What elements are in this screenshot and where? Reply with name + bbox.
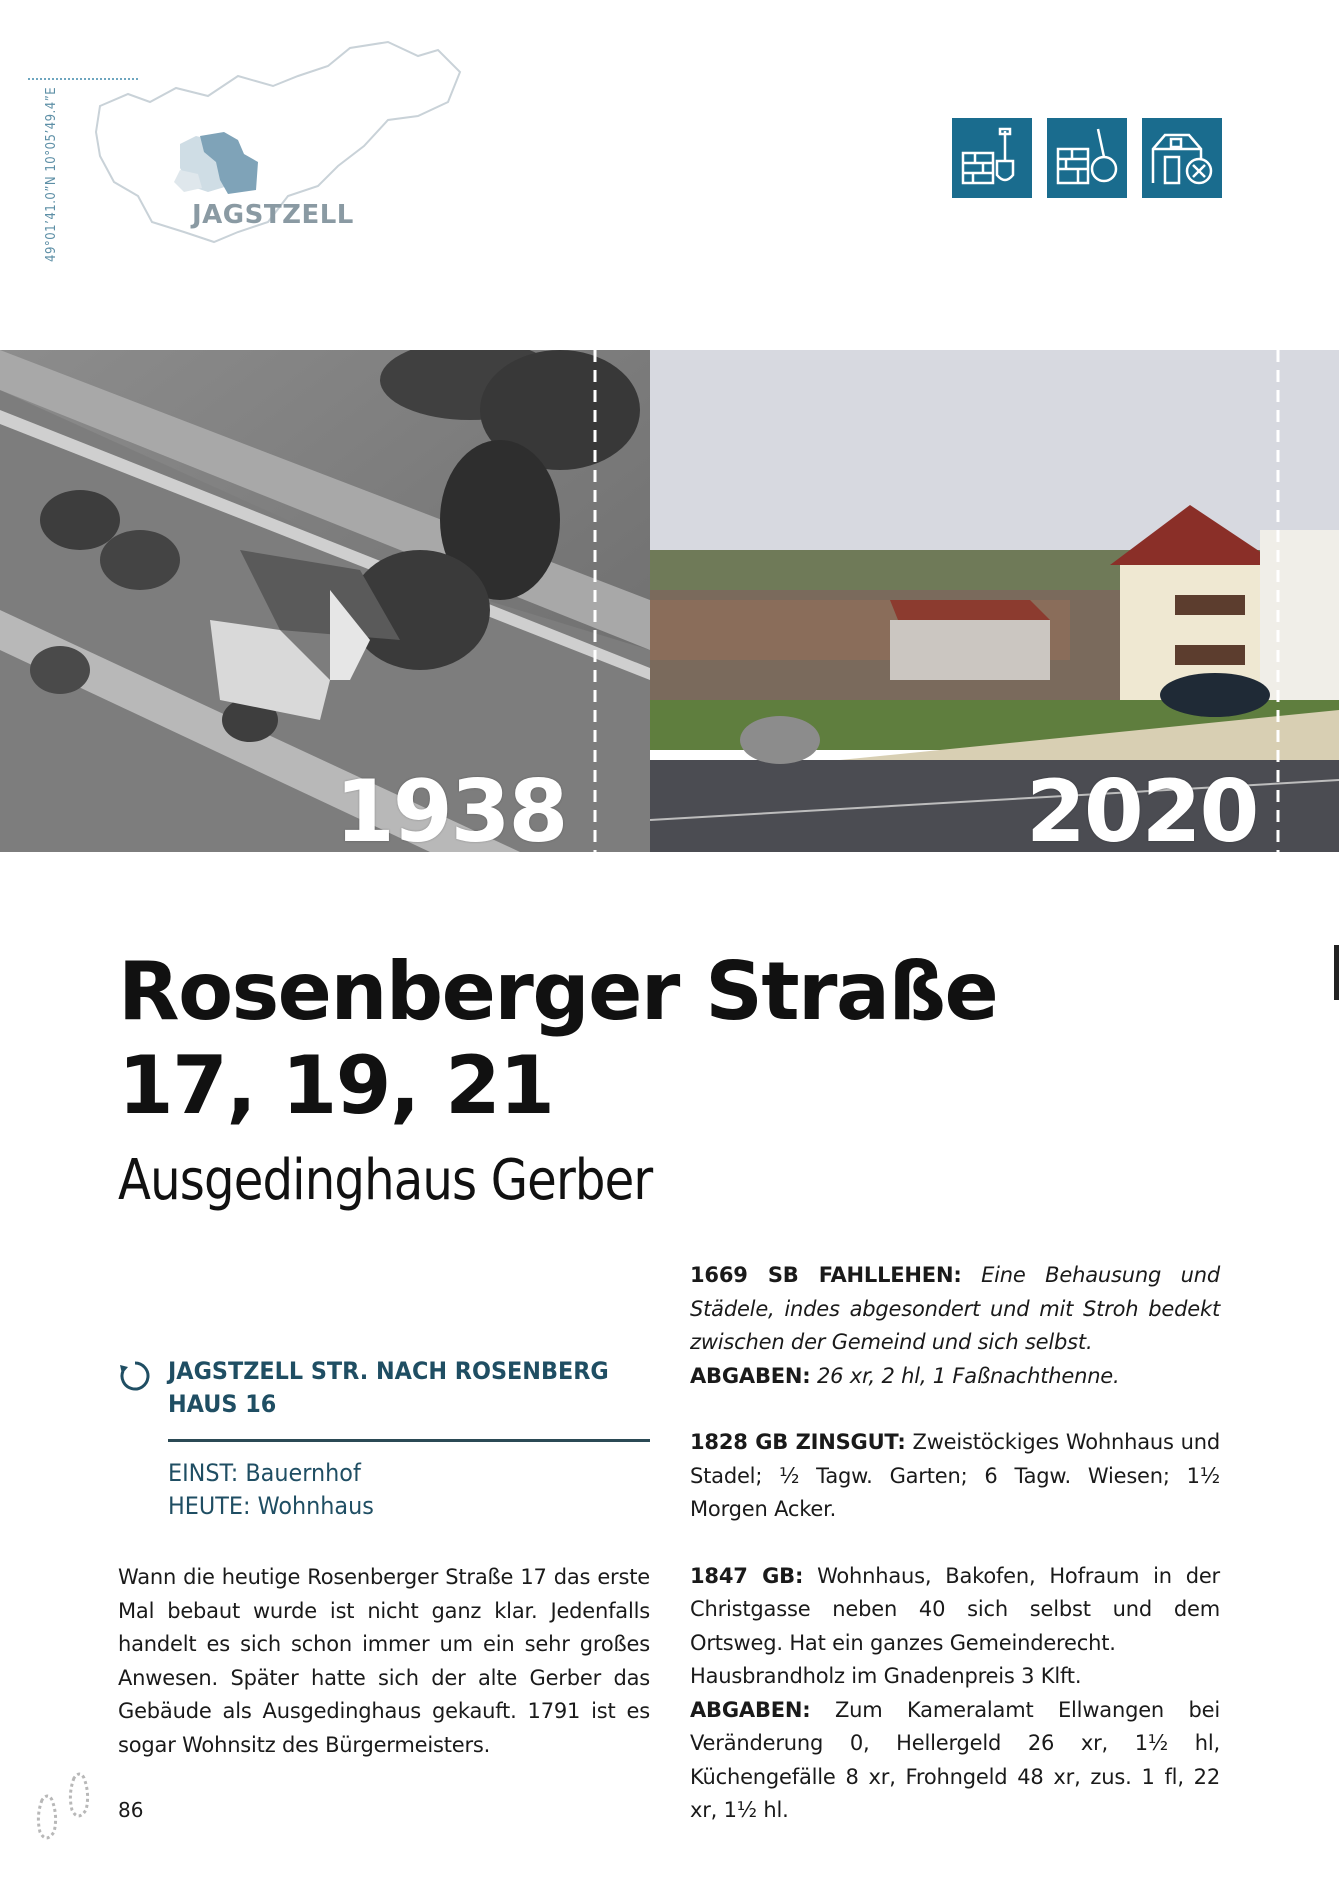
record-1847-label: 1847 GB:	[690, 1563, 804, 1588]
district-map-icon	[88, 36, 468, 276]
info-heading-line-1: JAGSTZELL STR. NACH ROSENBERG	[168, 1357, 609, 1385]
photo-2020	[650, 350, 1339, 852]
record-1828	[690, 1426, 1220, 1527]
coordinates-label: 49°01’41.0”N 10°05’49.4”E	[44, 86, 59, 262]
map-label: JAGSTZELL	[192, 200, 354, 230]
record-1828-label: 1828 GB ZINSGUT:	[690, 1430, 906, 1454]
body-paragraph: Wann die heutige Rosenberger Straße 17 das erste Mal bebaut wurde ist nicht ganz klar. Jedenfalls handelt es sich schon immer um ein sehr großes Anwesen. Später hatte sich der alte Gerber das Gebäude als Ausgedinghaus gekauft. 1791 ist es sogar Wohnsitz des Bürgermeisters.	[118, 1565, 650, 1757]
records-column	[690, 1259, 1220, 1828]
footprints-icon	[28, 1772, 104, 1848]
title-line-2: 17, 19, 21	[118, 1039, 554, 1132]
category-icons	[952, 118, 1222, 198]
edge-mark	[1334, 945, 1339, 1000]
title-line-1: Rosenberger Straße	[118, 945, 998, 1038]
record-1847-line-2: Hausbrandholz im Gnadenpreis 3 Klft.	[690, 1664, 1082, 1688]
record-1669	[690, 1259, 1220, 1393]
record-1847	[690, 1560, 1220, 1828]
refresh-icon	[118, 1359, 152, 1393]
record-1669-abgaben-text: 26 xr, 2 hl, 1 Faßnachthenne.	[816, 1363, 1120, 1388]
photo-1938	[0, 350, 650, 852]
page-title	[118, 945, 1218, 1133]
brick-shovel-icon	[952, 118, 1032, 198]
record-1847-abgaben-text: Zum Kameralamt Ellwangen bei Veränderung 0, Hellergeld 26 xr, 1½ hl, Küchengefälle 8 xr, Frohngeld 48 xr, zus. 1 fl, 22 xr, 1½ hl.	[690, 1697, 1220, 1822]
record-1669-abgaben-label: ABGABEN:	[690, 1363, 811, 1388]
record-1669-label: 1669 SB FAHLLEHEN:	[690, 1263, 962, 1287]
year-label-new: 2020	[1026, 762, 1258, 852]
page-number: 86	[118, 1798, 144, 1822]
divider	[168, 1439, 650, 1442]
record-1669-text: Eine Behausung und Städele, indes abgesondert und mit Stroh bedekt zwischen der Gemeind und sich selbst.	[690, 1263, 1220, 1354]
year-label-old: 1938	[335, 762, 567, 852]
page-subtitle: Ausgedinghaus Gerber	[118, 1148, 653, 1213]
record-1828-text: Zweistöckiges Wohnhaus und Stadel; ½ Tagw. Garten; 6 Tagw. Wiesen; 1½ Morgen Acker.	[690, 1430, 1220, 1521]
record-1847-abgaben-label: ABGABEN:	[690, 1697, 811, 1722]
info-heading-line-2: HAUS 16	[168, 1390, 277, 1418]
info-now: HEUTE: Wohnhaus	[168, 1492, 374, 1520]
brick-wrecking-ball-icon	[1047, 118, 1127, 198]
record-1847-text: Wohnhaus, Bakofen, Hofraum in der Christgasse neben 40 sich selbst und dem Ortsweg. Hat ein ganzes Gemeinderecht.	[690, 1563, 1220, 1655]
info-heading	[168, 1355, 616, 1421]
info-then: EINST: Bauernhof	[168, 1459, 361, 1487]
barn-demolished-icon	[1142, 118, 1222, 198]
